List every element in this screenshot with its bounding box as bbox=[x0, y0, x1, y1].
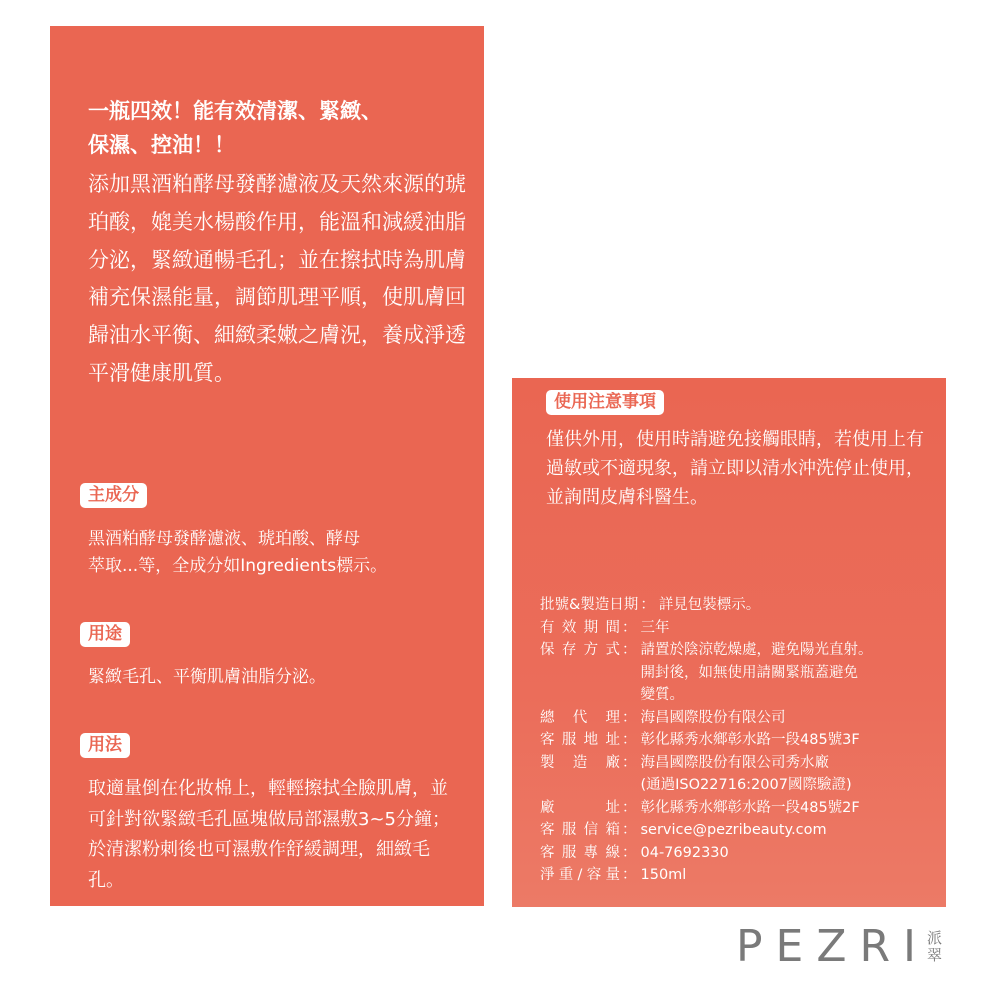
spec-row-agent: 總代理 ： 海昌國際股份有限公司 bbox=[540, 707, 940, 730]
spec-row-net-weight: 淨重/容量 ： 150ml bbox=[540, 864, 940, 887]
spec-value: 彰化縣秀水鄉彰水路一段485號3F bbox=[640, 732, 860, 748]
brand-chinese-name: 派翠 bbox=[927, 929, 943, 964]
uses-badge: 用途 bbox=[80, 622, 130, 647]
spec-label: 客服地址 bbox=[540, 732, 620, 748]
method-text: 取適量倒在化妝棉上，輕輕擦拭全臉肌膚，並可針對欲緊緻毛孔區塊做局部濕敷3~5分鐘；於清潔粉刺後也可濕敷作舒緩調理，細緻毛孔。 bbox=[88, 778, 450, 891]
spec-label: 廠址 bbox=[540, 799, 620, 816]
spec-row-service-address: 客服地址 ： 彰化縣秀水鄉彰水路一段485號3F bbox=[540, 729, 940, 752]
spec-row-phone: 客服專線 ： 04-7692330 bbox=[540, 842, 940, 865]
product-headline: 一瓶四效！能有效清潔、緊緻、 保濕、控油！！ bbox=[88, 99, 382, 157]
ingredients-badge: 主成分 bbox=[80, 483, 147, 508]
uses-text: 緊緻毛孔、平衡肌膚油脂分泌。 bbox=[88, 667, 326, 687]
product-intro: 添加黑酒粕酵母發酵濾液及天然來源的琥珀酸，媲美水楊酸作用，能溫和減緩油脂分泌，緊緻通暢毛孔；並在擦拭時為肌膚補充保濕能量，調節肌理平順，使肌膚回歸油水平衡、細緻柔嫩之膚況，養成淨透平滑健康肌質。 bbox=[88, 172, 466, 385]
spec-value: service@pezribeauty.com bbox=[640, 822, 827, 838]
method-badge: 用法 bbox=[80, 733, 130, 758]
brand-logo bbox=[736, 920, 943, 974]
spec-row-expiry: 有效期間 ： 三年 bbox=[540, 617, 940, 640]
spec-label: 總代理 bbox=[540, 709, 620, 726]
spec-value: 請置於陰涼乾燥處，避免陽光直射。 開封後，如無使用請關緊瓶蓋避免 變質。 bbox=[640, 642, 873, 703]
spec-row-batch: 批號&製造日期 ： 詳見包裝標示。 bbox=[540, 594, 940, 617]
spec-row-factory-address: 廠址 ： 彰化縣秀水鄉彰水路一段485號2F bbox=[540, 797, 940, 820]
spec-value: 三年 bbox=[640, 619, 670, 636]
spec-row-storage: 保存方式 ： 請置於陰涼乾燥處，避免陽光直射。 開封後，如無使用請關緊瓶蓋避免 變質。 bbox=[540, 639, 940, 707]
spec-value: 150ml bbox=[640, 867, 687, 883]
spec-label: 客服專線 bbox=[540, 844, 620, 861]
spec-value: 詳見包裝標示。 bbox=[658, 597, 761, 613]
spec-label: 製造廠 bbox=[540, 754, 620, 771]
spec-row-email: 客服信箱 ： service@pezribeauty.com bbox=[540, 819, 940, 842]
caution-text: 僅供外用，使用時請避免接觸眼睛，若使用上有過敏或不適現象，請立即以清水沖洗停止使用，並詢問皮膚科醫生。 bbox=[546, 429, 924, 508]
ingredients-text: 黑酒粕酵母發酵濾液、琥珀酸、酵母 萃取...等，全成分如Ingredients標示。 bbox=[88, 529, 388, 576]
spec-label: 客服信箱 bbox=[540, 822, 620, 838]
spec-label: 保存方式 bbox=[540, 642, 620, 658]
spec-label: 批號&製造日期 bbox=[540, 597, 639, 613]
spec-label: 淨重/容量 bbox=[540, 867, 620, 883]
spec-value: 海昌國際股份有限公司 bbox=[640, 709, 786, 726]
spec-list bbox=[540, 594, 940, 887]
brand-wordmark: PEZRI bbox=[736, 921, 930, 972]
caution-badge: 使用注意事項 bbox=[546, 390, 664, 415]
spec-value: 彰化縣秀水鄉彰水路一段485號2F bbox=[640, 799, 860, 816]
spec-value: 04-7692330 bbox=[640, 844, 729, 861]
spec-value: 海昌國際股份有限公司秀水廠 (通過ISO22716:2007國際驗證) bbox=[640, 754, 852, 793]
spec-row-manufacturer: 製造廠 ： 海昌國際股份有限公司秀水廠 (通過ISO22716:2007國際驗證) bbox=[540, 752, 940, 797]
spec-label: 有效期間 bbox=[540, 619, 620, 636]
